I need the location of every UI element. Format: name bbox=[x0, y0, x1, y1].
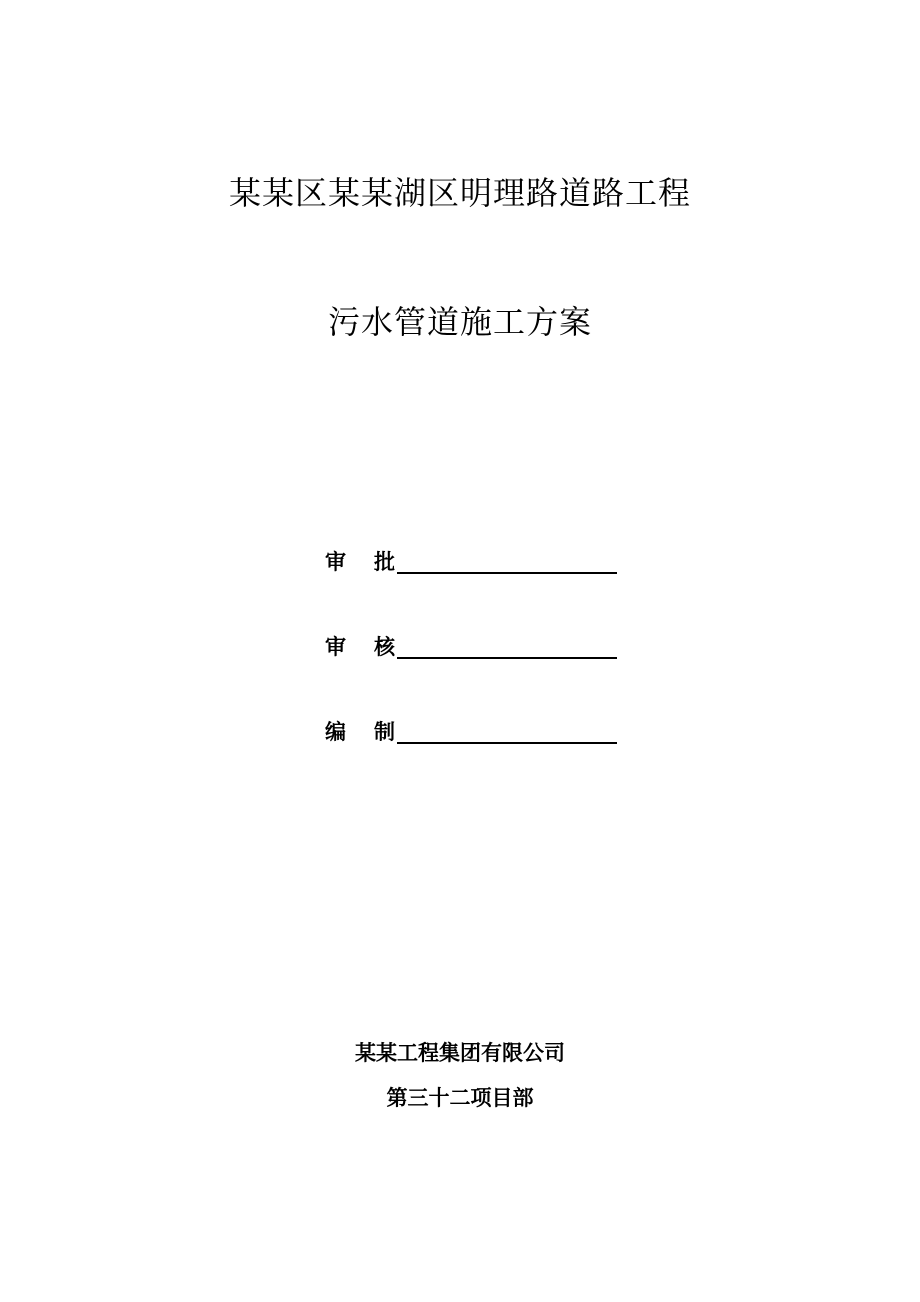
prepared-by-label bbox=[325, 720, 395, 744]
prepared-by-signature-line bbox=[397, 720, 617, 744]
project-department: 第三十二项目部 bbox=[386, 1086, 534, 1110]
company-name: 某某工程集团有限公司 bbox=[355, 1041, 565, 1065]
review-label bbox=[325, 635, 395, 659]
approval-label-char-1: 审 bbox=[325, 550, 346, 574]
project-title: 某某区某某湖区明理路道路工程 bbox=[228, 174, 691, 212]
prepared-by-row bbox=[325, 712, 617, 744]
prepared-by-label-char-2: 制 bbox=[374, 720, 395, 744]
approval-signature-line bbox=[397, 550, 617, 574]
review-row bbox=[325, 627, 617, 659]
document-subtitle: 污水管道施工方案 bbox=[327, 303, 592, 341]
approval-row bbox=[325, 542, 617, 574]
review-signature-line bbox=[397, 635, 617, 659]
prepared-by-label-char-1: 编 bbox=[325, 720, 346, 744]
review-label-char-1: 审 bbox=[325, 635, 346, 659]
approval-label-char-2: 批 bbox=[374, 550, 395, 574]
approval-label bbox=[325, 550, 395, 574]
review-label-char-2: 核 bbox=[374, 635, 395, 659]
